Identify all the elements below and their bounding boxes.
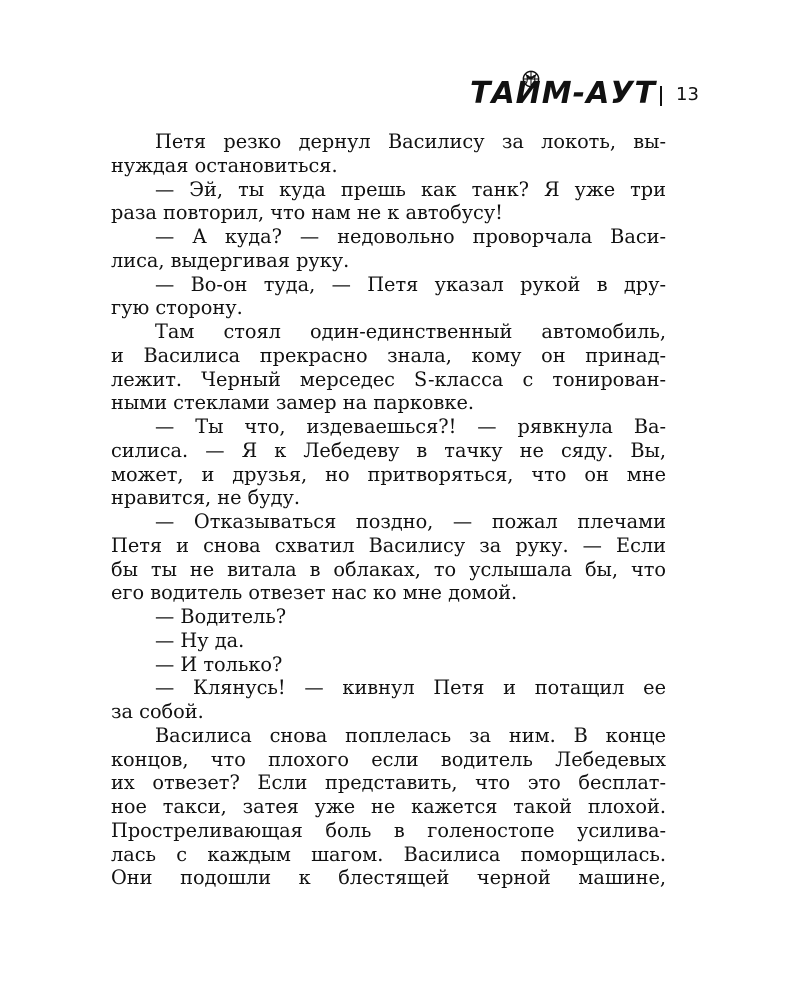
text-line: Простреливающая боль в голеностопе усилива- — [111, 818, 666, 842]
text-line: Там стоял один-единственный автомобиль, — [155, 320, 666, 343]
text-line: — Отказываться поздно, — пожал плечами — [155, 510, 666, 533]
text-line: ными стеклами замер на парковке. — [111, 391, 474, 415]
text-line: за собой. — [111, 700, 204, 723]
text-line: их отвезет? Если представить, что это бесплат- — [111, 771, 666, 795]
text-line: Петя и снова схватил Василису за руку. — Если — [111, 533, 666, 557]
text-line: — Ну да. — [155, 628, 245, 652]
basketball-icon — [522, 70, 540, 88]
text-line: Они подошли к блестящей черной машине, — [111, 866, 666, 890]
text-line: может, и друзья, но притворяться, что он мне — [111, 462, 666, 486]
text-line: концов, что плохого если водитель Лебедевых — [111, 747, 666, 771]
text-line: — А куда? — недовольно проворчала Васи- — [155, 225, 666, 248]
text-line: и Василиса прекрасно знала, кому он принад- — [111, 343, 666, 367]
text-line: Василиса снова поплелась за ним. В конце — [155, 723, 666, 747]
text-line: лежит. Черный мерседес S-класса с тонирован- — [111, 367, 666, 391]
text-line: нравится, не буду. — [111, 486, 300, 510]
text-line: — И только? — [155, 652, 283, 676]
book-title-logo: ТАЙМ-АУТ — [470, 76, 656, 111]
text-line: нуждая остановиться. — [111, 153, 338, 177]
text-line: гую сторону. — [111, 296, 243, 320]
text-line: — Ты что, издеваешься?! — рявкнула Ва- — [155, 415, 666, 438]
text-line: — Эй, ты куда прешь как танк? Я уже три — [155, 177, 666, 201]
page-number: 13 — [676, 84, 699, 105]
text-line: раза повторил, что нам не к автобусу! — [111, 201, 503, 225]
text-line: Петя резко дернул Василису за локоть, вы- — [155, 130, 666, 153]
text-line: — Во-он туда, — Петя указал рукой в дру- — [155, 272, 666, 296]
body-text — [111, 130, 666, 890]
text-line: — Клянусь! — кивнул Петя и потащил ее — [155, 676, 666, 700]
header-divider — [660, 86, 662, 106]
text-line: его водитель отвезет нас ко мне домой. — [111, 581, 518, 605]
text-line: — Водитель? — [155, 605, 287, 628]
text-line: ное такси, затея уже не кажется такой плохой. — [111, 795, 666, 818]
text-line: силиса. — Я к Лебедеву в тачку не сяду. Вы, — [111, 438, 666, 462]
running-header — [470, 70, 710, 120]
text-line: бы ты не витала в облаках, то услышала бы, что — [111, 557, 666, 581]
text-line: лась с каждым шагом. Василиса поморщилась. — [111, 842, 666, 866]
text-line: лиса, выдергивая руку. — [111, 248, 350, 272]
